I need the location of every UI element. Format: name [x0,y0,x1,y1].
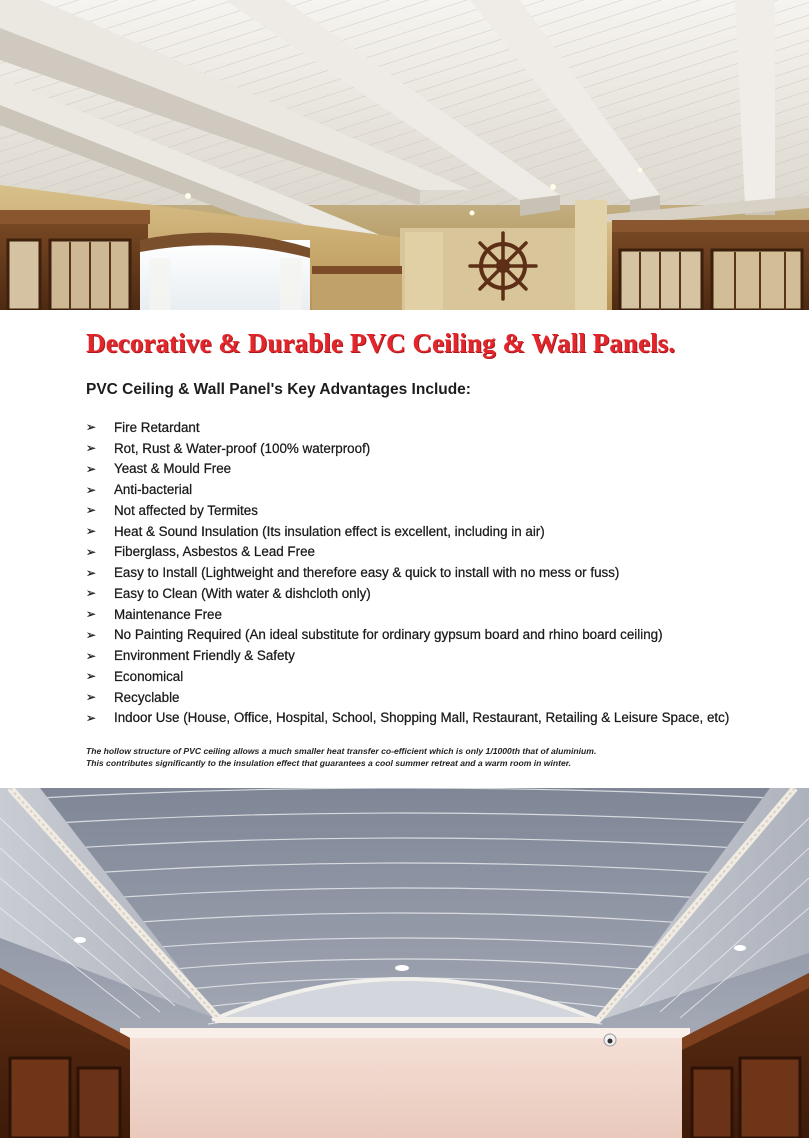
advantage-text: Anti-bacterial [114,482,193,498]
advantage-text: Yeast & Mould Free [114,461,232,477]
arrow-bullet-icon: ➢ [86,607,97,622]
advantages-heading: PVC Ceiling & Wall Panel's Key Advantages Include: [86,381,471,398]
arrow-bullet-icon: ➢ [86,503,97,518]
advantage-text: Environment Friendly & Safety [114,648,295,664]
bottom-vaulted-ceiling-photo [0,788,809,1138]
arrow-bullet-icon: ➢ [86,710,97,725]
top-ceiling-illustration [0,0,809,310]
advantage-text: Not affected by Termites [114,502,258,518]
advantages-list [86,417,769,728]
list-item [86,562,769,583]
list-item [86,708,769,729]
list-item [86,459,769,480]
vaulted-ceiling-illustration [0,788,809,1138]
advantage-text: Easy to Install (Lightweight and therefore easy & quick to install with no mess or fuss) [114,565,620,581]
list-item [86,438,769,459]
top-ceiling-photo [0,0,809,310]
list-item [86,583,769,604]
list-item [86,479,769,500]
advantage-text: Maintenance Free [114,606,222,622]
list-item [86,625,769,646]
list-item [86,604,769,625]
arrow-bullet-icon: ➢ [86,565,97,580]
list-item [86,500,769,521]
ship-wheel-icon [470,233,536,299]
advantage-text: No Painting Required (An ideal substitute for ordinary gypsum board and rhino board ceiling) [114,627,663,643]
advantage-text: Rot, Rust & Water-proof (100% waterproof) [114,440,371,456]
arrow-bullet-icon: ➢ [86,690,97,705]
advantage-text: Fire Retardant [114,419,200,435]
arrow-bullet-icon: ➢ [86,586,97,601]
list-item [86,666,769,687]
list-item [86,645,769,666]
list-item [86,417,769,438]
insulation-footnote [86,745,769,769]
advantage-text: Recyclable [114,689,180,705]
arrow-bullet-icon: ➢ [86,669,97,684]
advantage-text: Heat & Sound Insulation (Its insulation effect is excellent, including in air) [114,523,545,539]
arrow-bullet-icon: ➢ [86,461,97,476]
arrow-bullet-icon: ➢ [86,544,97,559]
footnote-line: This contributes significantly to the insulation effect that guarantees a cool summer retreat and a warm room in winter. [86,758,572,769]
advantage-text: Easy to Clean (With water & dishcloth only) [114,585,371,601]
advantage-text: Fiberglass, Asbestos & Lead Free [114,544,315,560]
list-item [86,521,769,542]
list-item [86,687,769,708]
arrow-bullet-icon: ➢ [86,627,97,642]
arrow-bullet-icon: ➢ [86,482,97,497]
footnote-line: The hollow structure of PVC ceiling allows a much smaller heat transfer co-efficient which is only 1/1000th that of aluminium. [86,746,597,757]
arrow-bullet-icon: ➢ [86,524,97,539]
arrow-bullet-icon: ➢ [86,648,97,663]
advantage-text: Indoor Use (House, Office, Hospital, School, Shopping Mall, Restaurant, Retailing & Leisure Space, etc) [114,710,730,726]
page-headline: Decorative & Durable PVC Ceiling & Wall Panels. [86,328,676,358]
security-camera-icon [604,1034,616,1046]
list-item [86,542,769,563]
arrow-bullet-icon: ➢ [86,441,97,456]
arrow-bullet-icon: ➢ [86,420,97,435]
advantages-section [0,310,809,788]
advantage-text: Economical [114,668,184,684]
